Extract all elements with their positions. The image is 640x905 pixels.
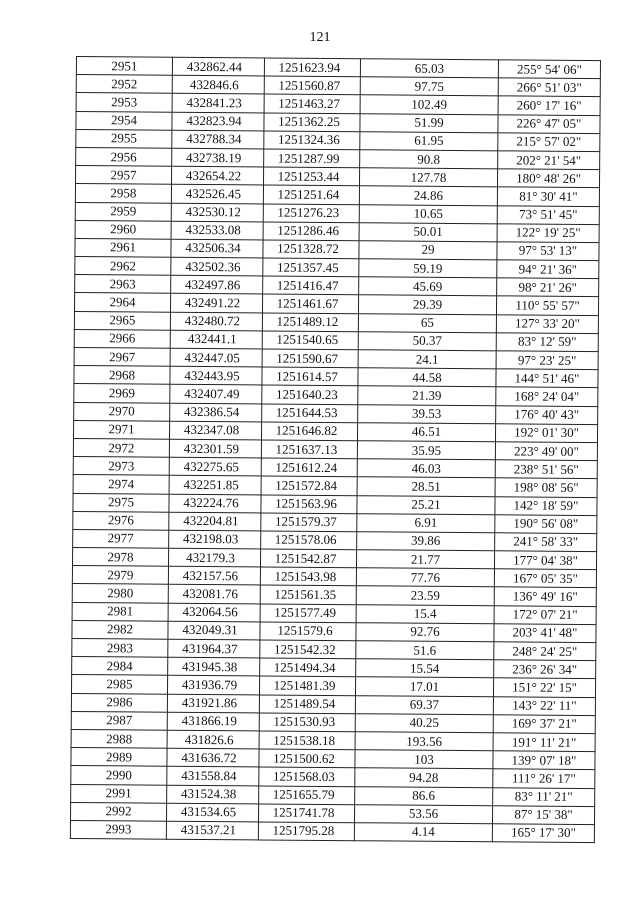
coordinates-table	[70, 56, 601, 843]
bearing-cell: 215° 57' 02"	[498, 133, 600, 152]
coordinates-table-container	[70, 56, 601, 843]
bearing-cell: 192° 01' 30"	[495, 424, 597, 443]
point-number-cell: 2972	[73, 438, 169, 457]
distance-cell: 21.39	[358, 386, 496, 405]
distance-cell: 10.65	[359, 204, 497, 223]
point-number-cell: 2951	[76, 57, 172, 76]
point-number-cell: 2964	[74, 293, 170, 312]
bearing-cell: 165° 17' 30"	[492, 824, 594, 843]
x-coordinate-cell: 432497.86	[171, 276, 263, 295]
point-number-cell: 2962	[75, 257, 171, 276]
x-coordinate-cell: 432788.34	[172, 130, 264, 149]
point-number-cell: 2956	[76, 147, 172, 166]
distance-cell: 45.69	[359, 277, 497, 296]
x-coordinate-cell: 432841.23	[172, 94, 264, 113]
y-coordinate-cell: 1251324.36	[264, 131, 360, 150]
bearing-cell: 238° 51' 56"	[495, 460, 597, 479]
y-coordinate-cell: 1251253.44	[263, 167, 359, 186]
bearing-cell: 191° 11' 21"	[493, 733, 595, 752]
point-number-cell: 2959	[75, 202, 171, 221]
y-coordinate-cell: 1251489.54	[259, 695, 355, 714]
distance-cell: 51.99	[360, 113, 498, 132]
bearing-cell: 172° 07' 21"	[494, 605, 596, 624]
distance-cell: 17.01	[355, 677, 493, 696]
bearing-cell: 241° 58' 33"	[495, 533, 597, 552]
distance-cell: 40.25	[355, 713, 493, 732]
bearing-cell: 94° 21' 36"	[497, 260, 599, 279]
distance-cell: 103	[355, 750, 493, 769]
bearing-cell: 127° 33' 20"	[496, 314, 598, 333]
y-coordinate-cell: 1251590.67	[262, 349, 358, 368]
y-coordinate-cell: 1251357.45	[263, 258, 359, 277]
distance-cell: 6.91	[357, 513, 495, 532]
y-coordinate-cell: 1251481.39	[259, 676, 355, 695]
x-coordinate-cell: 432251.85	[169, 476, 261, 495]
x-coordinate-cell: 432526.45	[171, 185, 263, 204]
bearing-cell: 248° 24' 25"	[494, 642, 596, 661]
distance-cell: 61.95	[360, 131, 498, 150]
y-coordinate-cell: 1251500.62	[259, 749, 355, 768]
y-coordinate-cell: 1251461.67	[262, 294, 358, 313]
point-number-cell: 2980	[72, 584, 168, 603]
y-coordinate-cell: 1251577.49	[260, 604, 356, 623]
x-coordinate-cell: 432846.6	[172, 75, 264, 94]
distance-cell: 21.77	[356, 550, 494, 569]
bearing-cell: 151° 22' 15"	[493, 678, 595, 697]
point-number-cell: 2965	[74, 311, 170, 330]
x-coordinate-cell: 432823.94	[172, 112, 264, 131]
point-number-cell: 2974	[73, 475, 169, 494]
y-coordinate-cell: 1251578.06	[261, 531, 357, 550]
y-coordinate-cell: 1251328.72	[263, 240, 359, 259]
table-row	[70, 820, 594, 842]
y-coordinate-cell: 1251561.35	[260, 585, 356, 604]
bearing-cell: 176° 40' 43"	[496, 405, 598, 424]
bearing-cell: 136° 49' 16"	[494, 587, 596, 606]
bearing-cell: 236° 26' 34"	[494, 660, 596, 679]
bearing-cell: 143° 22' 11"	[493, 696, 595, 715]
distance-cell: 86.6	[355, 786, 493, 805]
point-number-cell: 2968	[74, 366, 170, 385]
point-number-cell: 2975	[73, 493, 169, 512]
distance-cell: 28.51	[357, 477, 495, 496]
bearing-cell: 260° 17' 16"	[498, 96, 600, 115]
x-coordinate-cell: 432204.81	[169, 512, 261, 531]
coordinates-table-body	[70, 57, 600, 843]
x-coordinate-cell: 431537.21	[166, 821, 258, 840]
distance-cell: 39.53	[358, 404, 496, 423]
point-number-cell: 2952	[76, 75, 172, 94]
x-coordinate-cell: 432301.59	[169, 439, 261, 458]
distance-cell: 39.86	[357, 532, 495, 551]
distance-cell: 97.75	[360, 77, 498, 96]
y-coordinate-cell: 1251614.57	[262, 367, 358, 386]
point-number-cell: 2955	[76, 129, 172, 148]
x-coordinate-cell: 431524.38	[167, 785, 259, 804]
bearing-cell: 167° 05' 35"	[494, 569, 596, 588]
distance-cell: 102.49	[360, 95, 498, 114]
distance-cell: 193.56	[355, 732, 493, 751]
y-coordinate-cell: 1251543.98	[260, 567, 356, 586]
bearing-cell: 203° 41' 48"	[494, 624, 596, 643]
point-number-cell: 2992	[70, 802, 166, 821]
bearing-cell: 198° 08' 56"	[495, 478, 597, 497]
point-number-cell: 2960	[75, 220, 171, 239]
y-coordinate-cell: 1251572.84	[261, 476, 357, 495]
point-number-cell: 2979	[72, 566, 168, 585]
distance-cell: 59.19	[359, 259, 497, 278]
bearing-cell: 223° 49' 00"	[495, 442, 597, 461]
y-coordinate-cell: 1251251.64	[263, 185, 359, 204]
y-coordinate-cell: 1251579.6	[260, 622, 356, 641]
distance-cell: 44.58	[358, 368, 496, 387]
y-coordinate-cell: 1251416.47	[263, 276, 359, 295]
y-coordinate-cell: 1251644.53	[262, 404, 358, 423]
point-number-cell: 2963	[75, 275, 171, 294]
bearing-cell: 169° 37' 21"	[493, 715, 595, 734]
point-number-cell: 2971	[73, 420, 169, 439]
x-coordinate-cell: 432480.72	[170, 312, 262, 331]
distance-cell: 23.59	[356, 586, 494, 605]
bearing-cell: 87° 15' 38"	[492, 805, 594, 824]
point-number-cell: 2978	[72, 548, 168, 567]
distance-cell: 29	[359, 241, 497, 260]
bearing-cell: 83° 11' 21"	[493, 787, 595, 806]
x-coordinate-cell: 432533.08	[171, 221, 263, 240]
y-coordinate-cell: 1251489.12	[262, 313, 358, 332]
y-coordinate-cell: 1251563.96	[261, 494, 357, 513]
distance-cell: 46.03	[357, 459, 495, 478]
y-coordinate-cell: 1251494.34	[260, 658, 356, 677]
bearing-cell: 255° 54' 06"	[498, 60, 600, 79]
y-coordinate-cell: 1251530.93	[259, 713, 355, 732]
x-coordinate-cell: 432386.54	[170, 403, 262, 422]
y-coordinate-cell: 1251568.03	[259, 767, 355, 786]
distance-cell: 24.86	[359, 186, 497, 205]
x-coordinate-cell: 432491.22	[170, 294, 262, 313]
x-coordinate-cell: 431964.37	[168, 639, 260, 658]
point-number-cell: 2967	[74, 347, 170, 366]
bearing-cell: 190° 56' 08"	[495, 514, 597, 533]
x-coordinate-cell: 431558.84	[167, 767, 259, 786]
bearing-cell: 97° 23' 25"	[496, 351, 598, 370]
bearing-cell: 139° 07' 18"	[493, 751, 595, 770]
point-number-cell: 2958	[75, 184, 171, 203]
point-number-cell: 2990	[71, 766, 167, 785]
distance-cell: 53.56	[354, 804, 492, 823]
distance-cell: 50.01	[359, 222, 497, 241]
x-coordinate-cell: 431866.19	[167, 712, 259, 731]
y-coordinate-cell: 1251542.87	[260, 549, 356, 568]
point-number-cell: 2976	[73, 511, 169, 530]
x-coordinate-cell: 431534.65	[166, 803, 258, 822]
distance-cell: 50.37	[358, 332, 496, 351]
point-number-cell: 2985	[71, 675, 167, 694]
x-coordinate-cell: 432443.95	[170, 366, 262, 385]
x-coordinate-cell: 432157.56	[168, 566, 260, 585]
bearing-cell: 202° 21' 54"	[498, 151, 600, 170]
y-coordinate-cell: 1251538.18	[259, 731, 355, 750]
bearing-cell: 142° 18' 59"	[495, 496, 597, 515]
distance-cell: 127.78	[359, 168, 497, 187]
distance-cell: 46.51	[357, 422, 495, 441]
x-coordinate-cell: 431936.79	[167, 676, 259, 695]
point-number-cell: 2991	[71, 784, 167, 803]
point-number-cell: 2957	[75, 166, 171, 185]
point-number-cell: 2984	[72, 657, 168, 676]
x-coordinate-cell: 432275.65	[169, 457, 261, 476]
point-number-cell: 2993	[70, 820, 166, 839]
y-coordinate-cell: 1251286.46	[263, 222, 359, 241]
x-coordinate-cell: 432738.19	[172, 148, 264, 167]
distance-cell: 65.03	[360, 59, 498, 78]
x-coordinate-cell: 432347.08	[169, 421, 261, 440]
point-number-cell: 2970	[74, 402, 170, 421]
x-coordinate-cell: 432447.05	[170, 348, 262, 367]
bearing-cell: 111° 26' 17"	[493, 769, 595, 788]
bearing-cell: 73° 51' 45"	[497, 205, 599, 224]
x-coordinate-cell: 432441.1	[170, 330, 262, 349]
bearing-cell: 81° 30' 41"	[497, 187, 599, 206]
point-number-cell: 2961	[75, 238, 171, 257]
x-coordinate-cell: 432179.3	[168, 548, 260, 567]
x-coordinate-cell: 432081.76	[168, 585, 260, 604]
x-coordinate-cell: 431945.38	[168, 657, 260, 676]
x-coordinate-cell: 432502.36	[171, 257, 263, 276]
x-coordinate-cell: 431826.6	[167, 730, 259, 749]
y-coordinate-cell: 1251542.32	[260, 640, 356, 659]
y-coordinate-cell: 1251741.78	[258, 804, 354, 823]
point-number-cell: 2973	[73, 457, 169, 476]
bearing-cell: 97° 53' 13"	[497, 242, 599, 261]
bearing-cell: 226° 47' 05"	[498, 114, 600, 133]
x-coordinate-cell: 432506.34	[171, 239, 263, 258]
bearing-cell: 168° 24' 04"	[496, 387, 598, 406]
bearing-cell: 177° 04' 38"	[494, 551, 596, 570]
distance-cell: 90.8	[360, 150, 498, 169]
x-coordinate-cell: 432224.76	[169, 494, 261, 513]
page-number: 121	[309, 30, 331, 45]
x-coordinate-cell: 432049.31	[168, 621, 260, 640]
x-coordinate-cell: 432407.49	[170, 385, 262, 404]
bearing-cell: 180° 48' 26"	[497, 169, 599, 188]
x-coordinate-cell: 432198.03	[169, 530, 261, 549]
distance-cell: 4.14	[354, 823, 492, 842]
x-coordinate-cell: 432862.44	[172, 57, 264, 76]
point-number-cell: 2953	[76, 93, 172, 112]
point-number-cell: 2989	[71, 748, 167, 767]
y-coordinate-cell: 1251795.28	[258, 822, 354, 841]
bearing-cell: 266° 51' 03"	[498, 78, 600, 97]
distance-cell: 92.76	[356, 623, 494, 642]
y-coordinate-cell: 1251612.24	[261, 458, 357, 477]
x-coordinate-cell: 432064.56	[168, 603, 260, 622]
point-number-cell: 2986	[71, 693, 167, 712]
y-coordinate-cell: 1251276.23	[263, 203, 359, 222]
bearing-cell: 98° 21' 26"	[497, 278, 599, 297]
bearing-cell: 122° 19' 25"	[497, 224, 599, 243]
y-coordinate-cell: 1251287.99	[264, 149, 360, 168]
distance-cell: 29.39	[358, 295, 496, 314]
distance-cell: 65	[358, 313, 496, 332]
bearing-cell: 110° 55' 57"	[496, 296, 598, 315]
point-number-cell: 2987	[71, 711, 167, 730]
distance-cell: 77.76	[356, 568, 494, 587]
y-coordinate-cell: 1251640.23	[262, 385, 358, 404]
distance-cell: 15.54	[356, 659, 494, 678]
x-coordinate-cell: 432654.22	[171, 166, 263, 185]
point-number-cell: 2977	[73, 529, 169, 548]
point-number-cell: 2982	[72, 620, 168, 639]
x-coordinate-cell: 432530.12	[171, 203, 263, 222]
distance-cell: 69.37	[355, 695, 493, 714]
y-coordinate-cell: 1251646.82	[261, 422, 357, 441]
distance-cell: 15.4	[356, 604, 494, 623]
point-number-cell: 2983	[72, 638, 168, 657]
y-coordinate-cell: 1251579.37	[261, 513, 357, 532]
bearing-cell: 144° 51' 46"	[496, 369, 598, 388]
x-coordinate-cell: 431636.72	[167, 748, 259, 767]
distance-cell: 25.21	[357, 495, 495, 514]
point-number-cell: 2988	[71, 729, 167, 748]
y-coordinate-cell: 1251655.79	[259, 785, 355, 804]
x-coordinate-cell: 431921.86	[167, 694, 259, 713]
distance-cell: 24.1	[358, 350, 496, 369]
distance-cell: 51.6	[356, 641, 494, 660]
point-number-cell: 2981	[72, 602, 168, 621]
y-coordinate-cell: 1251623.94	[264, 58, 360, 77]
y-coordinate-cell: 1251560.87	[264, 76, 360, 95]
distance-cell: 35.95	[357, 441, 495, 460]
y-coordinate-cell: 1251637.13	[261, 440, 357, 459]
y-coordinate-cell: 1251540.65	[262, 331, 358, 350]
distance-cell: 94.28	[355, 768, 493, 787]
point-number-cell: 2954	[76, 111, 172, 130]
point-number-cell: 2966	[74, 329, 170, 348]
bearing-cell: 83° 12' 59"	[496, 333, 598, 352]
point-number-cell: 2969	[74, 384, 170, 403]
y-coordinate-cell: 1251362.25	[264, 113, 360, 132]
y-coordinate-cell: 1251463.27	[264, 94, 360, 113]
